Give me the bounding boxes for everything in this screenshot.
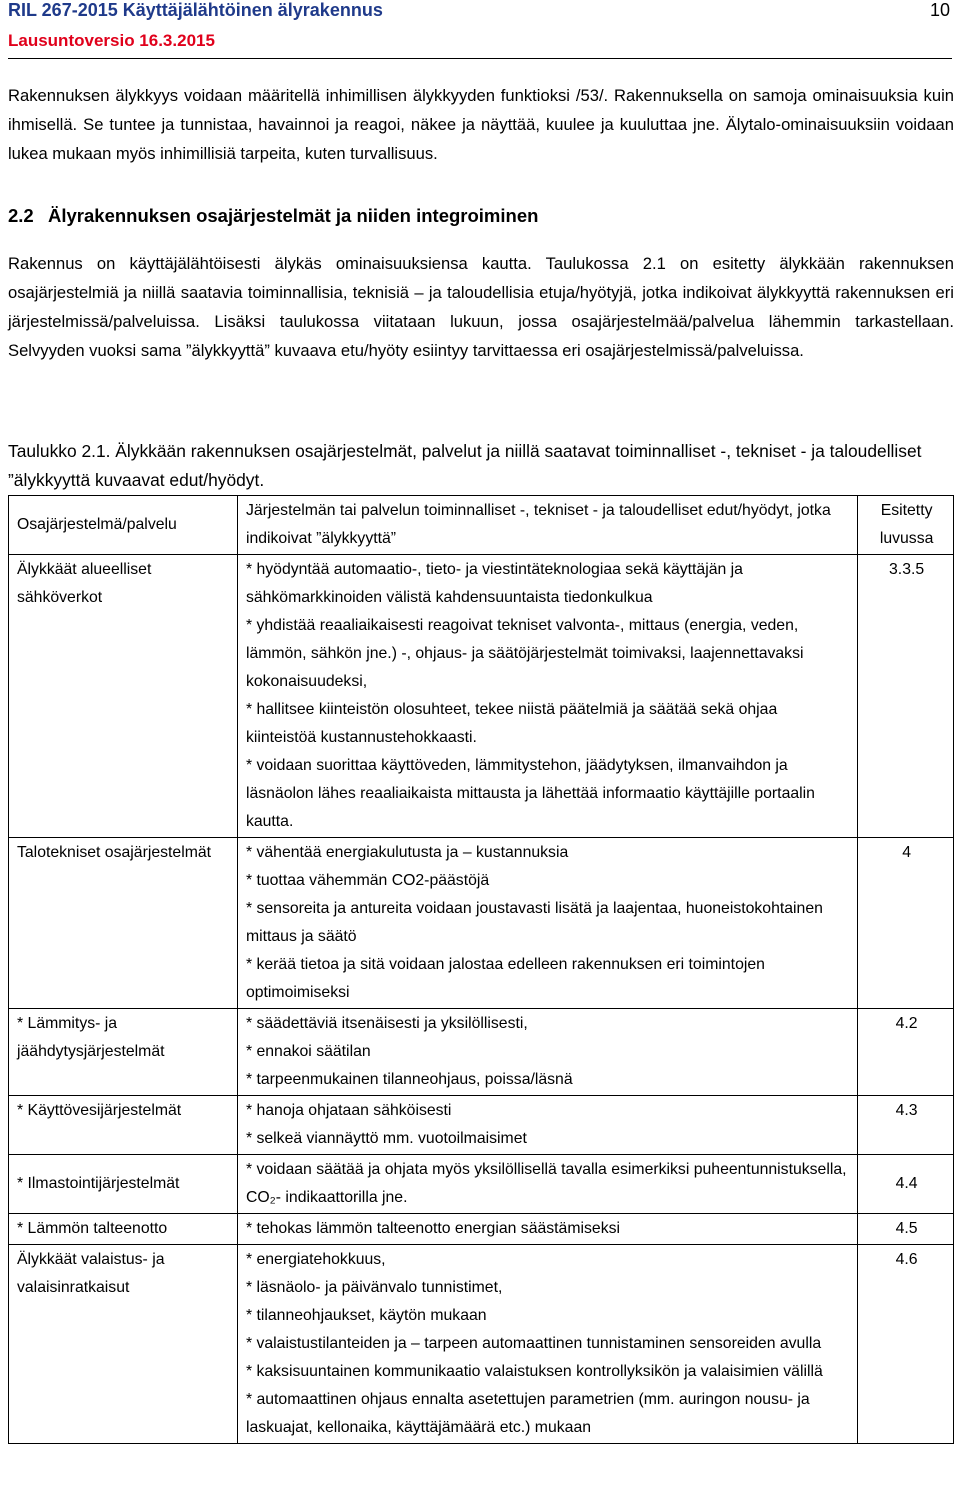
header-divider (8, 58, 952, 59)
benefits-list (246, 556, 851, 836)
system-name-cell: * Käyttövesijärjestelmät (9, 1096, 238, 1155)
document-version: Lausuntoversio 16.3.2015 (8, 31, 215, 50)
column-header-chapter: Esitetty luvussa (858, 496, 954, 555)
benefit-item: * sensoreita ja antureita voidaan joustavasti lisätä ja laajentaa, huoneistokohtainen mittaus ja säätö (245, 900, 823, 945)
benefit-item: * tuottaa vähemmän CO2-päästöjä (245, 872, 490, 889)
benefit-item: * valaistustilanteiden ja – tarpeen automaattinen tunnistaminen sensoreiden avulla (245, 1335, 822, 1352)
system-name-cell: Älykkäät alueelliset sähköverkot (9, 555, 238, 838)
system-name-cell: * Ilmastointijärjestelmät (9, 1155, 238, 1214)
chapter-cell: 4.3 (858, 1096, 954, 1155)
table-row (9, 1214, 954, 1245)
subsystems-table (8, 495, 954, 1444)
benefit-item: * voidaan säätää ja ohjata myös yksilöllisellä tavalla esimerkiksi puheentunnistuksella, CO₂- indikaattorilla jne. (245, 1161, 847, 1206)
benefits-cell (237, 1155, 857, 1214)
chapter-cell: 4.5 (858, 1214, 954, 1245)
benefits-list (246, 1215, 851, 1243)
benefits-list (246, 839, 851, 1007)
chapter-cell: 4.2 (858, 1009, 954, 1096)
benefit-item: * ennakoi säätilan (245, 1043, 371, 1060)
benefit-item: * hyödyntää automaatio-, tieto- ja viestintäteknologiaa sekä käyttäjän ja sähkömarkkinoiden välistä kahdensuuntaista tiedonkulkua (245, 561, 743, 606)
system-name-cell: * Lämmitys- ja jäähdytysjärjestelmät (9, 1009, 238, 1096)
benefit-item: * tilanneohjaukset, käytön mukaan (245, 1307, 487, 1324)
section-number: 2.2 (8, 205, 34, 226)
benefit-item: * kaksisuuntainen kommunikaatio valaistuksen kontrollyksikön ja valaisimien välillä (245, 1363, 823, 1380)
benefits-cell (237, 1096, 857, 1155)
benefit-item: * yhdistää reaaliaikaisesti reagoivat tekniset valvonta-, mittaus (energia, veden, lämmön, sähkön jne.) -, ohjaus- ja säätöjärjestelmät toimivaksi, laajennettavaksi kokonaisuudeksi, (245, 617, 804, 690)
table-row (9, 1155, 954, 1214)
page-number: 10 (929, 0, 950, 20)
table-row (9, 838, 954, 1009)
system-name-cell: Älykkäät valaistus- ja valaisinratkaisut (9, 1245, 238, 1444)
benefits-cell (237, 555, 857, 838)
document-title: RIL 267-2015 Käyttäjälähtöinen älyrakennus (8, 0, 383, 20)
body-paragraph: Rakennus on käyttäjälähtöisesti älykäs ominaisuuksiensa kautta. Taulukossa 2.1 on esitetty älykkään rakennuksen osajärjestelmiä ja niillä saatavia toiminnallisia, teknisiä – ja taloudellisia etuja/hyötyjä, jotka indikoivat älykkyyttä rakennuksen eri järjestelmissä/palveluissa. Lisäksi taulukossa viitataan lukuun, jossa osajärjestelmää/palvelua lähemmin tarkastellaan. Selvyyden vuoksi sama ”älykkyyttä” kuvaava etu/hyöty esiintyy tarvittaessa eri osajärjestelmissä/palveluissa. (8, 254, 954, 360)
chapter-cell: 3.3.5 (858, 555, 954, 838)
section-title: Älyrakennuksen osajärjestelmät ja niiden integroiminen (48, 205, 539, 226)
table-row (9, 1009, 954, 1096)
benefits-cell (237, 1214, 857, 1245)
benefit-item: * automaattinen ohjaus ennalta asetettujen parametrien (mm. auringon nousu- ja laskuajat, kellonaika, käyttäjämäärä etc.) mukaan (245, 1391, 810, 1436)
benefit-item: * hanoja ohjataan sähköisesti (245, 1102, 452, 1119)
chapter-cell: 4 (858, 838, 954, 1009)
benefits-list (246, 1097, 851, 1153)
benefit-item: * tarpeenmukainen tilanneohjaus, poissa/läsnä (245, 1071, 573, 1088)
benefit-item: * vähentää energiakulutusta ja – kustannuksia (245, 844, 569, 861)
system-name-cell: Talotekniset osajärjestelmät (9, 838, 238, 1009)
table-row (9, 1245, 954, 1444)
benefit-item: * voidaan suorittaa käyttöveden, lämmitystehon, jäädytyksen, ilmanvaihdon ja läsnäolon lähes reaaliaikaista mittausta ja lähettää informaatio käyttäjille portaalin kautta. (245, 757, 815, 830)
benefit-item: * kerää tietoa ja sitä voidaan jalostaa edelleen rakennuksen eri toimintojen optimoimiseksi (245, 956, 765, 1001)
benefits-list (246, 1156, 851, 1212)
benefit-item: * hallitsee kiinteistön olosuhteet, tekee niistä päätelmiä ja säätää sekä ohjaa kiinteistöä kustannustehokkaasti. (245, 701, 778, 746)
chapter-cell: 4.6 (858, 1245, 954, 1444)
table-row (9, 1096, 954, 1155)
table-header-row (9, 496, 954, 555)
benefits-list (246, 1010, 851, 1094)
table-caption: Taulukko 2.1. Älykkään rakennuksen osajärjestelmät, palvelut ja niillä saatavat toiminnalliset -, tekniset - ja taloudelliset ”älykkyyttä kuvaavat edut/hyödyt. (8, 441, 922, 490)
benefits-cell (237, 838, 857, 1009)
benefits-cell (237, 1245, 857, 1444)
benefit-item: * selkeä viannäyttö mm. vuotoilmaisimet (245, 1130, 527, 1147)
benefit-item: * energiatehokkuus, (245, 1251, 386, 1268)
column-header-benefits: Järjestelmän tai palvelun toiminnalliset -, tekniset - ja taloudelliset edut/hyödyt, jotka indikoivat ”älykkyyttä” (237, 496, 857, 555)
system-name-cell: * Lämmön talteenotto (9, 1214, 238, 1245)
benefit-item: * tehokas lämmön talteenotto energian säästämiseksi (245, 1220, 621, 1237)
benefit-item: * läsnäolo- ja päivänvalo tunnistimet, (245, 1279, 503, 1296)
benefits-cell (237, 1009, 857, 1096)
benefit-item: * säädettäviä itsenäisesti ja yksilöllisesti, (245, 1015, 528, 1032)
table-body (9, 555, 954, 1444)
table-row (9, 555, 954, 838)
section-heading (8, 205, 538, 227)
column-header-system: Osajärjestelmä/palvelu (9, 496, 238, 555)
benefits-list (246, 1246, 851, 1442)
intro-paragraph: Rakennuksen älykkyys voidaan määritellä inhimillisen älykkyyden funktioksi /53/. Rakennuksella on samoja ominaisuuksia kuin ihmisellä. Se tuntee ja tunnistaa, havainnoi ja reagoi, näkee ja näyttää, kuulee ja kuuluttaa jne. Älytalo-ominaisuuksiin voidaan lukea mukaan myös inhimillisiä tarpeita, kuten turvallisuus. (8, 86, 954, 163)
chapter-cell: 4.4 (858, 1155, 954, 1214)
